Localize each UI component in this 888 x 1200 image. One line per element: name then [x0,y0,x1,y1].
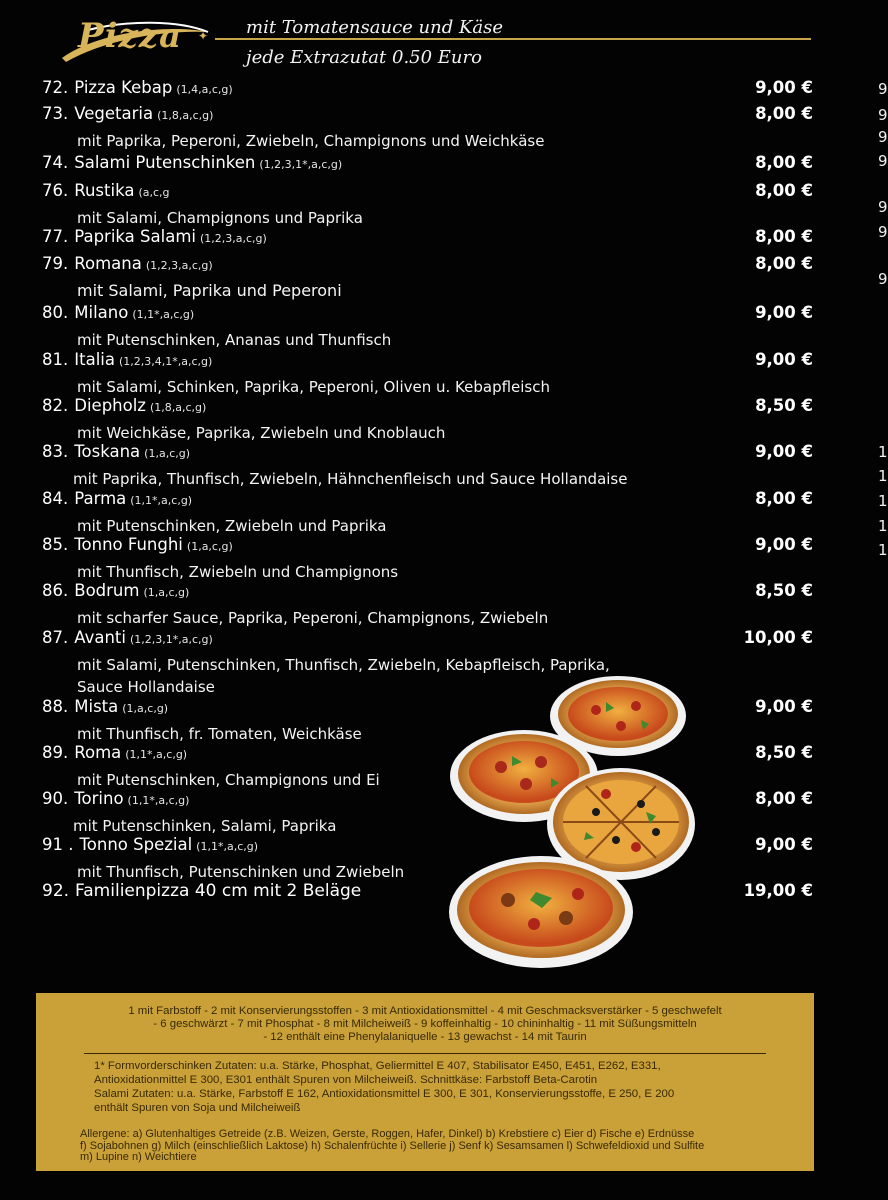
allergens-note [80,1129,800,1164]
header-divider [215,38,811,40]
item-price: 8,00 € [755,227,813,246]
item-name: Familienpizza 40 cm mit 2 Beläge [75,881,362,901]
edge-digit: 9 [878,106,888,124]
item-description: mit Putenschinken, Salami, Paprika [73,817,337,835]
item-price: 8,00 € [755,489,813,508]
item-price: 9,00 € [755,442,813,461]
item-codes: (1,8,a,c,g) [157,109,214,122]
ingredients-line: enthält Spuren von Soja und Milcheiweiß [94,1102,301,1114]
ingredients-line: Salami Zutaten: u.a. Stärke, Farbstoff E 162, Antioxidationsmittel E 300, E 301, Konservierungsstoffe, E 250, E 200 [94,1088,675,1100]
edge-digit: 9 [878,223,888,241]
item-price: 8,00 € [755,254,813,273]
item-codes: (1,2,3,1*,a,c,g) [259,158,343,171]
menu-header [0,0,886,80]
item-price: 8,50 € [755,743,813,762]
item-price: 9,00 € [755,835,813,854]
item-description: mit Thunfisch, fr. Tomaten, Weichkäse [77,725,362,743]
item-codes: (1,8,a,c,g) [149,401,207,414]
edge-digit: 1 [878,517,888,535]
footer-divider [84,1053,766,1054]
item-description: mit Thunfisch, Putenschinken und Zwiebeln [77,863,405,881]
edge-digit: 9 [878,152,888,170]
item-number: 85. [42,535,69,554]
item-description: mit Putenschinken, Champignons und Ei [77,771,380,789]
item-codes: (1,2,3,1*,a,c,g) [129,633,213,646]
edge-digit: 9 [878,128,888,146]
item-number: 89. [42,743,69,762]
additives-list [36,1005,814,1044]
item-name: Roma [74,743,122,762]
item-number: 91 . [42,835,74,854]
item-price: 10,00 € [743,628,813,647]
item-codes: (a,c,g [138,186,170,199]
header-subtitle: mit Tomatensauce und Käse [246,17,504,38]
edge-digit: 9 [878,80,888,98]
item-name: Rustika [74,181,135,200]
item-price: 8,00 € [755,181,813,200]
item-codes: (1,1*,a,c,g) [130,494,193,507]
item-codes: (1,1*,a,c,g) [127,794,190,807]
item-name: Tonno Funghi [74,535,183,554]
edge-digit: 1 [878,467,888,485]
item-number: 86. [42,581,69,600]
item-number: 76. [42,181,69,200]
item-name: Mista [74,697,119,716]
item-description: mit Thunfisch, Zwiebeln und Champignons [77,563,399,581]
item-price: 9,00 € [755,350,813,369]
additives-line: - 6 geschwärzt - 7 mit Phosphat - 8 mit Milcheiweiß - 9 koffeinhaltig - 10 chininhaltig - 11 mit Süßungsmitteln [153,1018,697,1030]
edge-digit: 1 [878,541,888,559]
pizza-photo [446,672,706,972]
item-codes: (1,2,3,a,c,g) [145,259,213,272]
item-codes: (1,1*,a,c,g) [125,748,188,761]
item-number: 84. [42,489,69,508]
additives-line: - 12 enthält eine Phenylalaniquelle - 13 gewachst - 14 mit Taurin [263,1031,587,1043]
edge-digit: 9 [878,198,888,216]
item-number: 72. [42,78,69,97]
ingredients-line: 1* Formvorderschinken Zutaten: u.a. Stärke, Phosphat, Geliermittel E 407, Stabilisator E450, E451, E262, E331, [94,1060,661,1072]
additives-legend [36,993,814,1171]
item-number: 83. [42,442,69,461]
additives-line: 1 mit Farbstoff - 2 mit Konservierungsstoffen - 3 mit Antioxidationsmittel - 4 mit Geschmacksverstärker - 5 geschwefelt [128,1005,722,1017]
item-name: Diepholz [74,396,146,415]
item-price: 9,00 € [755,78,813,97]
item-name: Romana [74,254,142,273]
item-number: 82. [42,396,69,415]
item-price: 8,00 € [755,153,813,172]
item-number: 90. [42,789,69,808]
item-description: mit Paprika, Peperoni, Zwiebeln, Champignons und Weichkäse [77,132,545,150]
item-description: mit Paprika, Thunfisch, Zwiebeln, Hähnchenfleisch und Sauce Hollandaise [73,470,628,488]
item-price: 9,00 € [755,535,813,554]
item-number: 74. [42,153,69,172]
item-price: 8,50 € [755,581,813,600]
item-codes: (1,a,c,g) [144,447,191,460]
item-codes: (1,1*,a,c,g) [132,308,195,321]
item-description: mit Salami, Champignons und Paprika [77,209,363,227]
item-number: 88. [42,697,69,716]
item-codes: (1,a,c,g) [143,586,190,599]
item-name: Paprika Salami [74,227,196,246]
brand-title: Pizza [78,16,183,56]
item-name: Pizza Kebap [74,78,173,97]
item-name: Salami Putenschinken [74,153,256,172]
item-price: 19,00 € [743,881,813,900]
allergens-line: f) Sojabohnen g) Milch (einschließlich Laktose) h) Schalenfrüchte i) Sellerie j) Senf k) Sesamsamen l) Schwefeldioxid und Sulfite [80,1139,705,1152]
star-icon: ✦ [198,29,209,43]
item-name: Toskana [74,442,141,461]
item-codes: (1,a,c,g) [122,702,169,715]
item-price: 9,00 € [755,303,813,322]
item-name: Italia [74,350,115,369]
item-description: mit scharfer Sauce, Paprika, Peperoni, Champignons, Zwiebeln [77,609,549,627]
item-name: Vegetaria [74,104,154,123]
item-number: 77. [42,227,69,246]
edge-digit: 1 [878,443,888,461]
item-name: Tonno Spezial [79,835,193,854]
ingredients-note [94,1059,774,1115]
item-description: mit Salami, Paprika und Peperoni [77,281,342,300]
item-description: mit Salami, Putenschinken, Thunfisch, Zwiebeln, Kebapfleisch, Paprika, [77,656,610,674]
allergens-line: Allergene: a) Glutenhaltiges Getreide (z.B. Weizen, Gerste, Roggen, Hafer, Dinkel) b) Krebstiere c) Eier d) Fische e) Erdnüsse [80,1128,695,1140]
item-description: mit Salami, Schinken, Paprika, Peperoni, Oliven u. Kebapfleisch [77,378,551,396]
item-codes: (1,a,c,g) [186,540,233,553]
item-description-continued: Sauce Hollandaise [77,678,215,696]
item-description: mit Weichkäse, Paprika, Zwiebeln und Knoblauch [77,424,446,442]
item-number: 92. [42,881,70,901]
allergens-line: m) Lupine n) Weichtiere [80,1151,197,1163]
item-price: 8,00 € [755,104,813,123]
item-name: Bodrum [74,581,140,600]
item-codes: (1,2,3,a,c,g) [199,232,267,245]
item-codes: (1,4,a,c,g) [176,83,233,96]
ingredients-line: Antioxidationmittel E 300, E301 enthält Spuren von Milcheiweiß. Schnittkäse: Farbstoff Beta-Carotin [94,1074,598,1086]
item-number: 80. [42,303,69,322]
item-description: mit Putenschinken, Ananas und Thunfisch [77,331,392,349]
item-price: 8,50 € [755,396,813,415]
edge-digit: 1 [878,492,888,510]
item-description: mit Putenschinken, Zwiebeln und Paprika [77,517,387,535]
item-name: Avanti [74,628,126,647]
item-number: 87. [42,628,69,647]
item-price: 8,00 € [755,789,813,808]
item-number: 73. [42,104,69,123]
header-extra-note: jede Extrazutat 0.50 Euro [246,47,482,68]
item-codes: (1,1*,a,c,g) [196,840,259,853]
item-name: Torino [74,789,124,808]
item-name: Milano [74,303,129,322]
edge-digit: 9 [878,270,888,288]
item-codes: (1,2,3,4,1*,a,c,g) [118,355,213,368]
item-price: 9,00 € [755,697,813,716]
item-name: Parma [74,489,127,508]
item-number: 81. [42,350,69,369]
item-number: 79. [42,254,69,273]
